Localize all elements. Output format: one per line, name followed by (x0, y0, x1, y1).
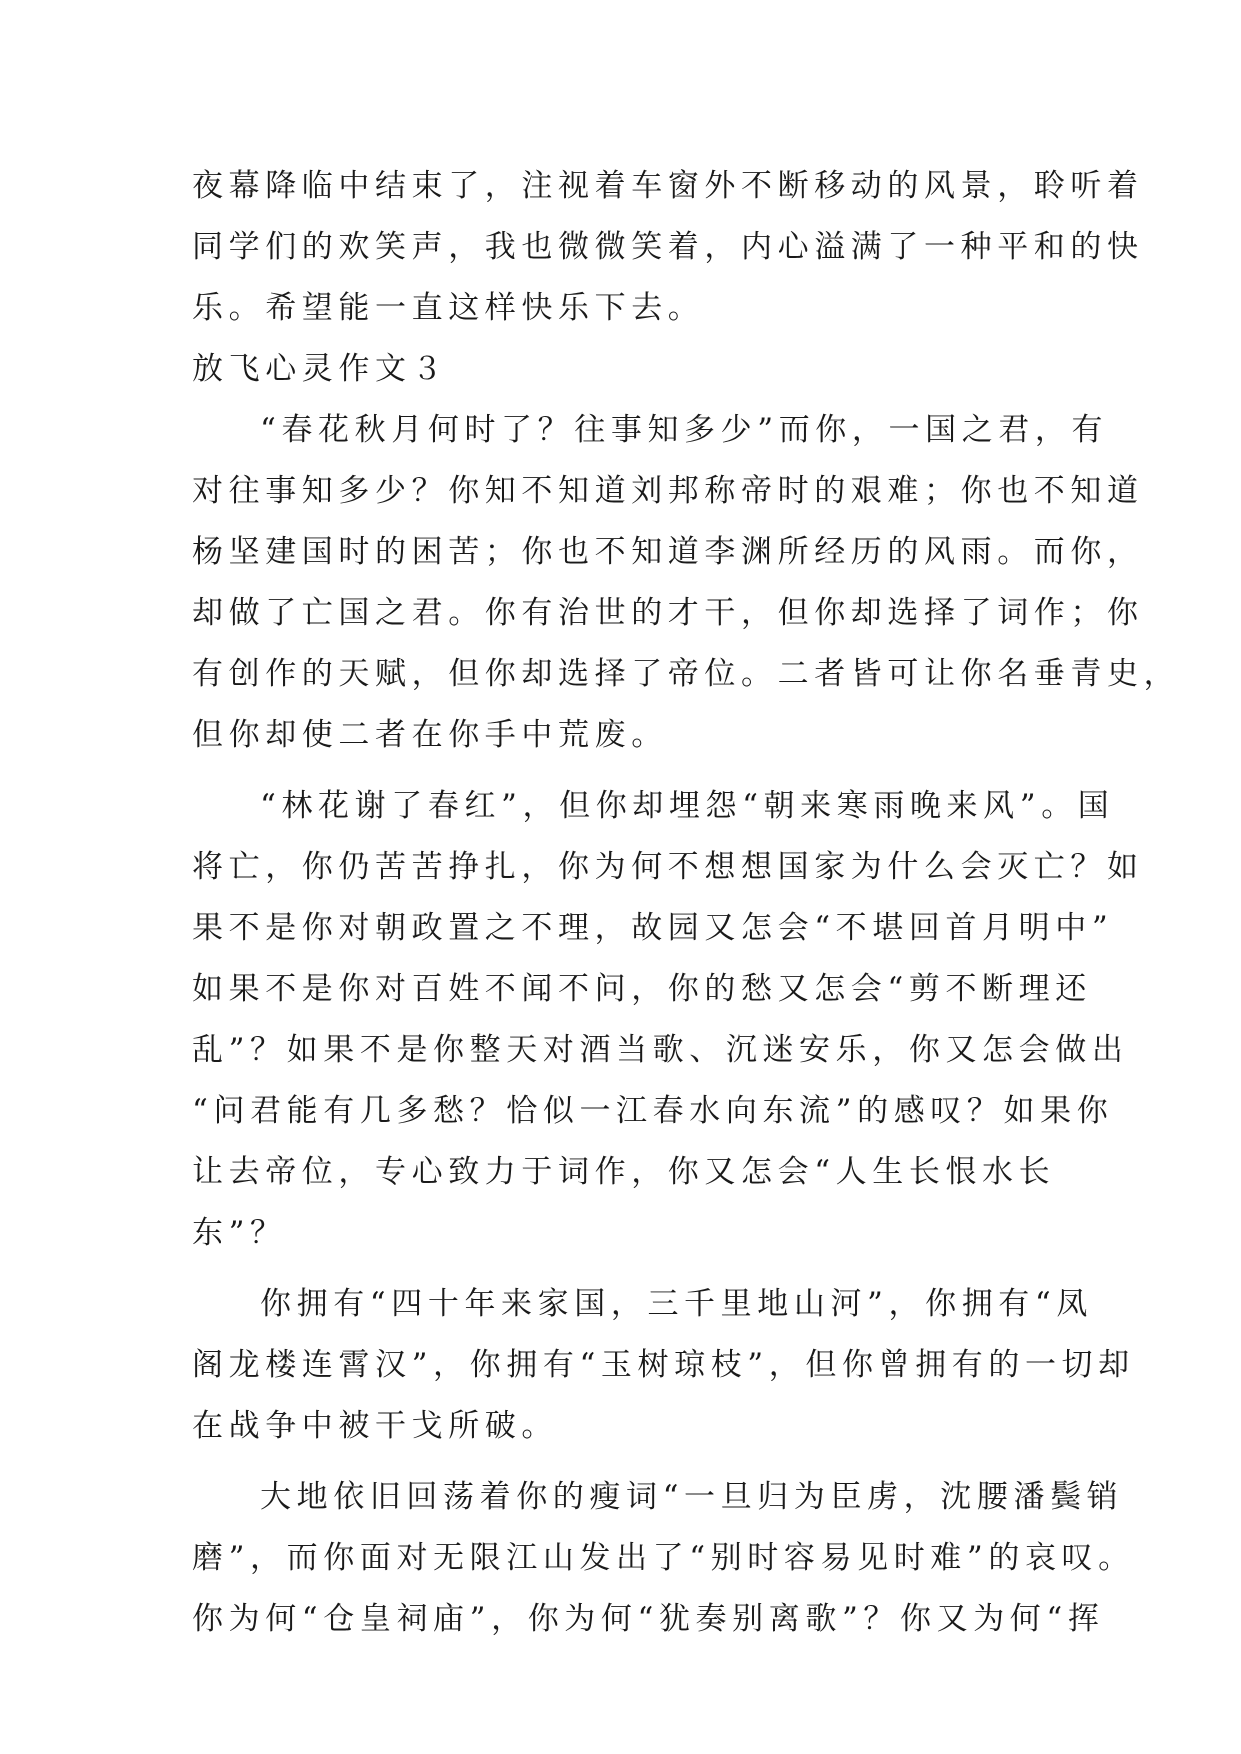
text-line: 磨”，而你面对无限江山发出了“别时容易见时难”的哀叹。 (192, 1540, 1135, 1576)
text-line: 如果不是你对百姓不闻不问，你的愁又怎会“剪不断理还 (192, 971, 1092, 1007)
text-line: 让去帝位，专心致力于词作，你又怎会“人生长恨水长 (192, 1154, 1056, 1190)
text-line-content: 你拥有“四十年来家国，三千里地山河”，你拥有“凤 (260, 1286, 1093, 1322)
intro-paragraph (192, 156, 1144, 339)
paragraph-1 (192, 400, 1181, 766)
section-heading: 放飞心灵作文３ (192, 351, 449, 387)
text-line: 将亡，你仍苦苦挣扎，你为何不想想国家为什么会灭亡？如 (192, 849, 1144, 885)
text-line (192, 1274, 1093, 1335)
paragraph-spacer (192, 1264, 1072, 1274)
text-line: 夜幕降临中结束了，注视着车窗外不断移动的风景，聆听着 (192, 168, 1144, 204)
text-line: 乐。希望能一直这样快乐下去。 (192, 290, 705, 326)
text-line: 果不是你对朝政置之不理，故园又怎会“不堪回首月明中” (192, 910, 1114, 946)
text-line: 东”？ (192, 1215, 287, 1251)
paragraph-spacer (192, 1457, 1072, 1467)
text-line: 阁龙楼连霄汉”，你拥有“玉树琼枝”，但你曾拥有的一切却 (192, 1347, 1135, 1383)
text-line: 在战争中被干戈所破。 (192, 1408, 558, 1444)
paragraph-4 (192, 1467, 1135, 1650)
text-line-content: 大地依旧回荡着你的瘦词“一旦归为臣虏，沈腰潘鬓销 (260, 1479, 1124, 1515)
text-line-content: “春花秋月何时了？往事知多少”而你，一国之君，有 (260, 412, 1109, 448)
section-heading-block (192, 339, 1072, 400)
text-line: 你为何“仓皇祠庙”，你为何“犹奏别离歌”？你又为何“挥 (192, 1601, 1105, 1637)
text-line (192, 1467, 1124, 1528)
text-line: “问君能有几多愁？恰似一江春水向东流”的感叹？如果你 (192, 1093, 1114, 1129)
text-line: 同学们的欢笑声，我也微微笑着，内心溢满了一种平和的快 (192, 229, 1144, 265)
text-line-content: “林花谢了春红”，但你却埋怨“朝来寒雨晚来风”。国 (260, 788, 1115, 824)
document-body (192, 156, 1181, 1650)
text-line: 但你却使二者在你手中荒废。 (192, 717, 668, 753)
text-line: 对往事知多少？你知不知道刘邦称帝时的艰难；你也不知道 (192, 473, 1144, 509)
text-line: 杨坚建国时的困苦；你也不知道李渊所经历的风雨。而你， (192, 534, 1144, 570)
paragraph-3 (192, 1274, 1135, 1457)
paragraph-spacer (192, 766, 1072, 776)
text-line: 乱”？如果不是你整天对酒当歌、沉迷安乐，你又怎会做出 (192, 1032, 1129, 1068)
text-line: 有创作的天赋，但你却选择了帝位。二者皆可让你名垂青史， (192, 656, 1181, 692)
text-line (192, 400, 1109, 461)
text-line (192, 776, 1115, 837)
paragraph-2 (192, 776, 1144, 1264)
text-line: 却做了亡国之君。你有治世的才干，但你却选择了词作；你 (192, 595, 1144, 631)
